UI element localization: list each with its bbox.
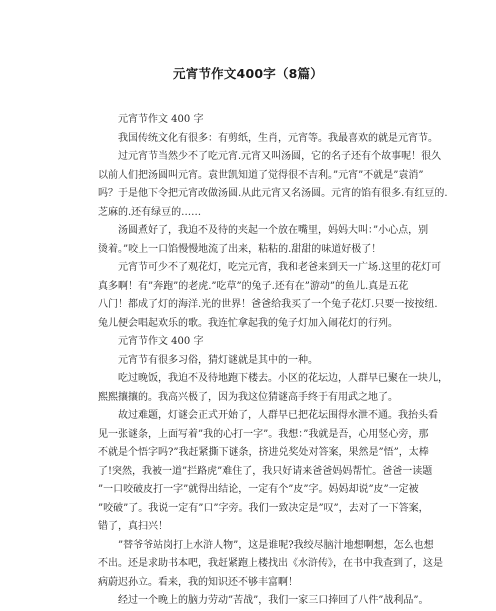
text-line: 元宵节作文 400 字 (118, 336, 204, 347)
text-line: 真多啊！有”奔跑”的老虎.”吃草”的兔子.还有在”游动”的鱼儿.真是五花 (98, 280, 409, 292)
text-line: 病蔚迟孙立。看来，我的知识还不够丰富啊！ (98, 576, 298, 588)
text-line: 元宵节作文 400 字 (118, 114, 204, 125)
text-line: 兔儿便会唱起欢乐的歌。我连忙拿起我的兔子灯加入闹花灯的行列。 (98, 317, 398, 329)
text-line: 我国传统文化有很多：有剪纸，生肖，元宵等。我最喜欢的就是元宵节。 (118, 132, 438, 144)
document-body (98, 111, 448, 611)
text-line: 见一张谜条，上面写着”我的心打一字”。我想：”我就是吾，心用竖心旁，那 (98, 428, 429, 440)
text-line: 经过一个晚上的脑力劳动”苦战”，我们一家三口捧回了八件”战利品”。 (118, 595, 429, 606)
text-line: 八门！都成了灯的海洋.光的世界！爸爸给我买了一个兔子花灯.只要一按按纽. (98, 299, 438, 310)
text-line: 芝麻的.还有绿豆的…… (98, 206, 202, 218)
text-line: ”咬破”了。我说一定有”口”字旁。我们一致决定是”叹”，去对了一下答案， (98, 502, 429, 514)
text-line: 吃过晚饭，我迫不及待地跑下楼去。小区的花坛边，人群早已聚在一块儿， (118, 373, 448, 384)
text-line: 故过难题，灯谜会正式开始了，人群早已把花坛围得水泄不通。我抬头看 (118, 410, 438, 421)
text-line: 过元宵节当然少不了吃元宵.元宵又叫汤圆，它的名子还有个故事呢！很久 (118, 151, 442, 162)
text-line: 元宵节可少不了观花灯，吃完元宵，我和老爸来到天一广场.这里的花灯可 (118, 262, 442, 273)
text-line: 汤圆煮好了，我迫不及待的夹起一个放在嘴里，妈妈大叫：”小心点，别 (118, 225, 429, 236)
text-line: 错了，真扫兴！ (98, 521, 168, 532)
text-line: ”一口咬破皮打一字”就得出结论，一定有个”皮”字。妈妈却说”皮”一定被 (98, 484, 419, 495)
text-line: 烫着。”咬上一口馅慢慢地流了出来，粘粘的.甜甜的味道好极了！ (98, 243, 382, 255)
text-line: 以前人们把汤圆叫元宵。袁世凯知道了觉得很不吉利。”元宵”不就是”袁消” (98, 169, 424, 181)
text-line: 元宵节有很多习俗，猜灯谜就是其中的一种。 (118, 354, 318, 366)
text-line: 不出。还是求助书本吧，我赶紧跑上楼找出《水浒传》，在书中我查到了，这是 (98, 558, 443, 569)
text-line: 吗？于是他下令把元宵改做汤圆.从此元宵又名汤圆。元宵的馅有很多.有红豆的. (98, 188, 448, 199)
text-line: ”替爷爷站岗打上水浒人物”，这是谁呢?我绞尽脑汁地想啊想，怎么也想 (118, 539, 434, 551)
text-line: 熙熙攘攘的。我高兴极了，因为我这位猜谜高手终于有用武之地了。 (98, 391, 398, 403)
document-title: 元宵节作文400字（8篇） (173, 66, 323, 81)
text-line: 了!突然，我被一道”拦路虎”难住了，我只好请来爸爸妈妈帮忙。爸爸一读题 (98, 465, 433, 477)
text-line: 不就是个悟字吗?”我赶紧撕下谜条，挤进兑奖处对答案，果然是”悟”，太棒 (98, 447, 429, 458)
